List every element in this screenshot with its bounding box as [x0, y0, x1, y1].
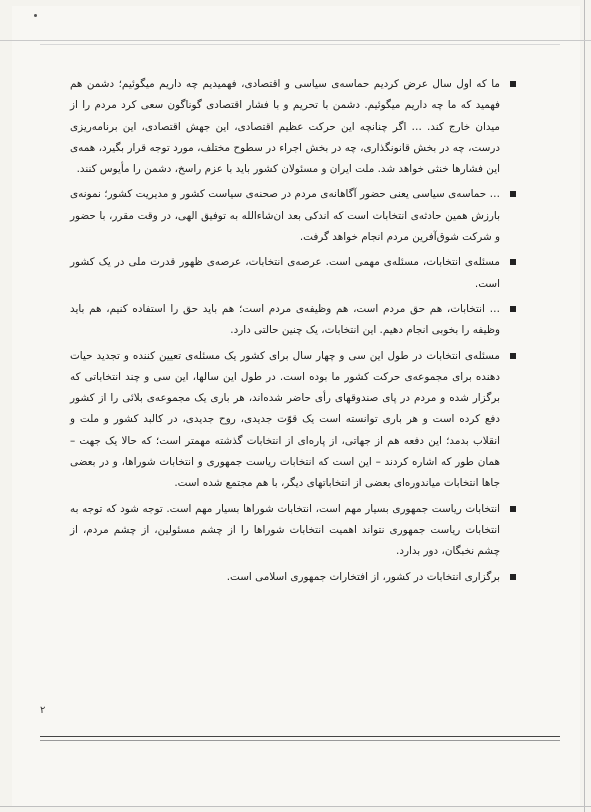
- bullet-text: … انتخابات، هم حق مردم است، هم وظیفه‌ی مردم است؛ هم باید حق را استفاده کنیم، هم باید وظیفه را بخوبی انجام دهیم. این انتخابات، یک چنین حالتی دارد.: [70, 302, 500, 337]
- bullet-text: ما که اول سال عرض کردیم حماسه‌ی سیاسی و اقتصادی، فهمیدیم چه داریم میگوئیم؛ دشمن هم فهمید که ما چه داریم میگوئیم. دشمن با تحریم و با فشار اقتصادی گوناگون سعی کرد مردم را از میدان خارج کند. … اگر چنانچه این حرکت عظیم اقتصادی، این جهش اقتصادی، این برنامه‌ریزی درست، چه در بخش قانونگذاری، چه در بخش اجراء در سطوح مختلف، مورد توجه قرار بگیرد، همه‌ی این فشارها خنثی خواهد شد. ملت ایران و مسئولان کشور باید با عزم راسخ، دشمن را مأیوس کنند.: [70, 78, 500, 176]
- bullet-text: انتخابات ریاست جمهوری بسیار مهم است، انتخابات شوراها بسیار مهم است. توجه شود که توجه به انتخابات ریاست جمهوری نتواند اهمیت انتخابات شوراها را از چشم مسئولین، از چشم مردم، از چشم نخبگان، دور بدارد.: [70, 502, 500, 558]
- bullet-square-icon: [510, 306, 516, 312]
- bullet-item: [70, 252, 516, 295]
- bottom-rule: [40, 736, 560, 737]
- bullet-square-icon: [510, 81, 516, 87]
- bullet-item: [70, 567, 516, 588]
- bullet-item: [70, 184, 516, 248]
- bullet-square-icon: [510, 259, 516, 265]
- bullet-text: مسئله‌ی انتخابات در طول این سی و چهار سال برای کشور یک مسئله‌ی تعیین کننده و تجدید حیات دهنده برای مجموعه‌ی حرکت کشور ما بوده است. در طول این سالها، این سی و چند انتخاباتی که برگزار شده و مردم در پای صندوقهای رأی حاضر شده‌اند، هر باری یک مجموعه‌ی بلائی را از کشور دفع کرده است و هر باری توانسته است یک قوّت جدیدی، روح جدیدی، در کالبد کشور و ملت و انقلاب بدمد؛ این دفعه هم از جهاتی، از پاره‌ای از انتخابات گذشته مهمتر است؛ که حالا یک جهت – همان طور که اشاره کردند – این است که انتخابات ریاست جمهوری و انتخابات شوراها، و در بعضی جاها انتخابات میاندوره‌ای بعضی از انتخاباتهای دیگر، با هم مجتمع شده است.: [70, 349, 500, 490]
- top-rule: [0, 40, 591, 41]
- bottom-rule-inner: [40, 740, 560, 741]
- page-number: ۲: [40, 705, 46, 716]
- bullet-item: [70, 346, 516, 495]
- bullet-text: … حماسه‌ی سیاسی یعنی حضور آگاهانه‌ی مردم در صحنه‌ی سیاست کشور و مدیریت کشور؛ نمونه‌ی بارزش همین حادثه‌ی انتخابات است که اندکی بعد ان‌شاءالله به توفیق الهی، در وقت مقرر، با حضور و شرکت شوق‌آفرین مردم انجام خواهد گرفت.: [70, 188, 500, 244]
- scan-speck: [34, 14, 37, 17]
- bullet-text: برگزاری انتخابات در کشور، از افتخارات جمهوری اسلامی است.: [226, 570, 500, 583]
- bullet-square-icon: [510, 191, 516, 197]
- bullet-square-icon: [510, 574, 516, 580]
- bullet-item: [70, 74, 516, 180]
- bullet-text: مسئله‌ی انتخابات، مسئله‌ی مهمی است. عرصه‌ی انتخابات، عرصه‌ی ظهور قدرت ملی در یک کشور است.: [70, 256, 500, 290]
- bullet-list: [70, 74, 516, 588]
- bullet-square-icon: [510, 353, 516, 359]
- bullet-square-icon: [510, 506, 516, 512]
- bullet-item: [70, 499, 516, 563]
- top-rule-inner: [40, 44, 560, 45]
- bullet-item: [70, 299, 516, 342]
- page-edge: [584, 0, 585, 812]
- bottom-edge: [0, 806, 591, 807]
